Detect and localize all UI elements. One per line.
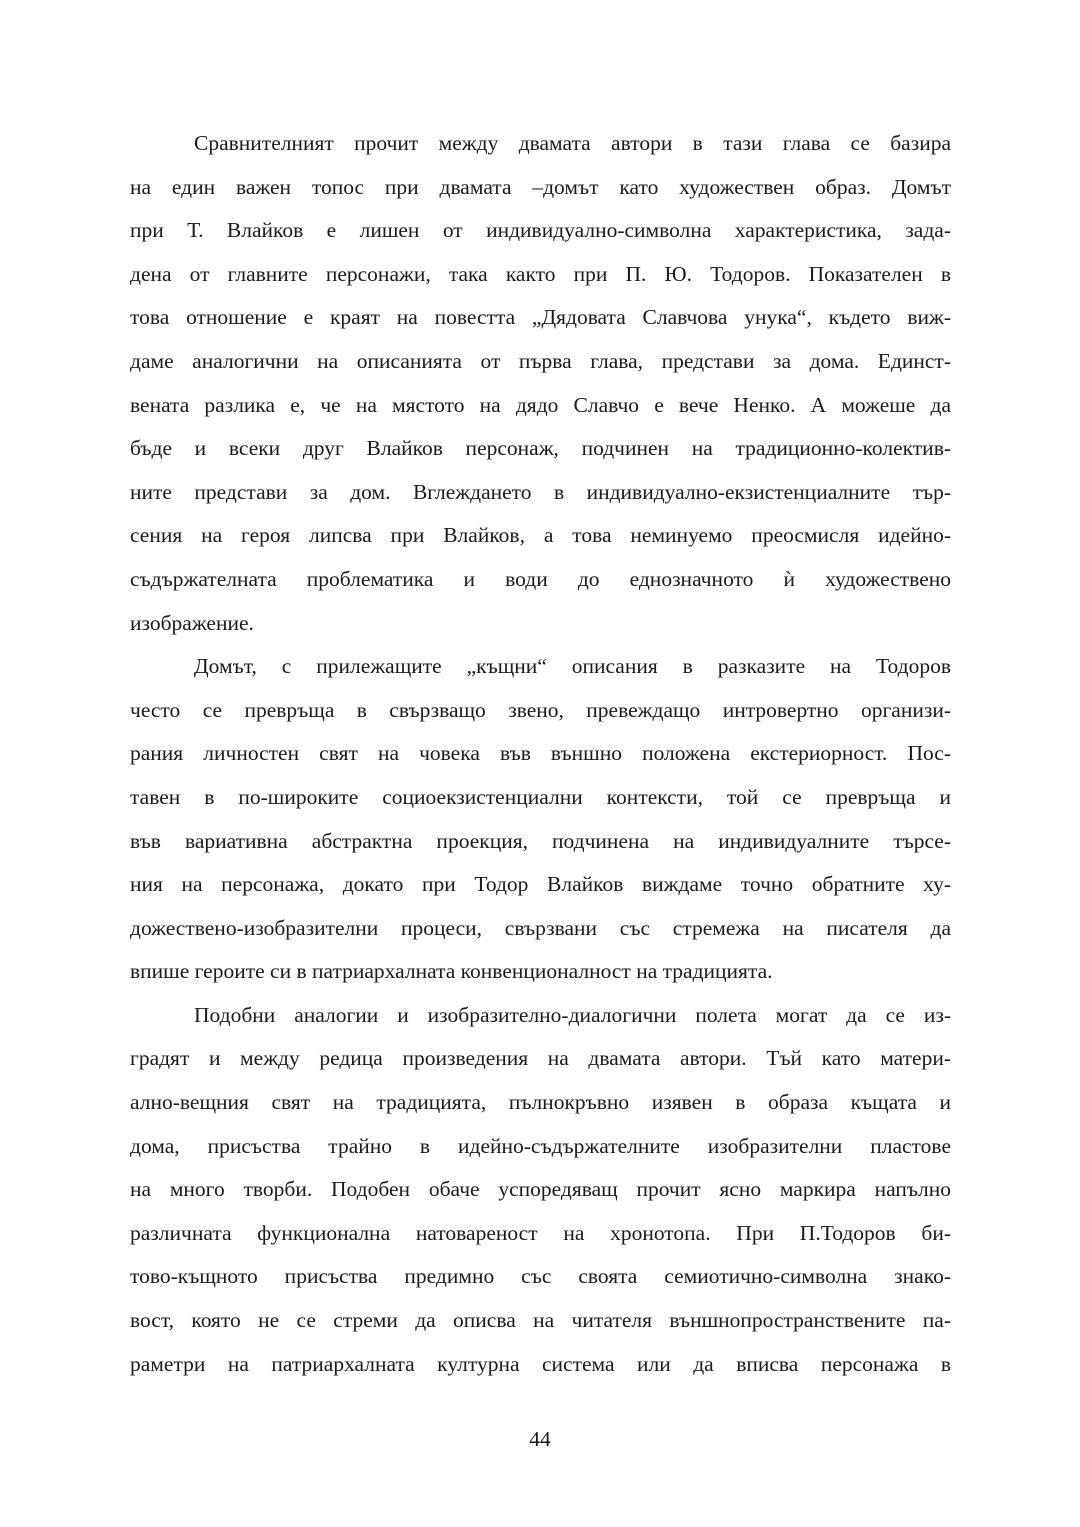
paragraph-1-line-12: изображение.: [130, 610, 254, 635]
paragraph-3-line-2: градят и между редица произведения на двамата автори. Тъй като матери-: [130, 1046, 951, 1071]
paragraph-2-line-8: впише героите си в патриархалната конвенционалност на традицията.: [130, 959, 773, 984]
paragraph-3-line-3: ално-вещния свят на традицията, пълнокръвно изявен в образа къщата и: [130, 1090, 951, 1115]
paragraph-2-line-1: Домът, с прилежащите „къщни“ описания в разказите на Тодоров: [194, 654, 951, 679]
paragraph-1-line-2: на един важен топос при двамата –домът като художествен образ. Домът: [130, 174, 951, 199]
paragraph-1-line-7: вената разлика е, че на мястото на дядо Славчо е вече Ненко. А можеше да: [130, 392, 951, 417]
paragraph-1-line-3: при Т. Влайков е лишен от индивидуално-символна характеристика, зада-: [130, 218, 951, 243]
paragraph-1-line-9: ните представи за дом. Вглеждането в индивидуално-екзистенциалните тър-: [130, 479, 951, 504]
paragraph-1-line-6: даме аналогични на описанията от първа глава, представи за дома. Единст-: [130, 348, 951, 373]
paragraph-2-line-2: често се превръща в свързващо звено, превеждащо интровертно организи-: [130, 697, 951, 722]
paragraph-3-line-6: различната функционална натовареност на хронотопа. При П.Тодоров би-: [130, 1220, 951, 1245]
paragraph-2-line-7: дожествено-изобразителни процеси, свързвани със стремежа на писателя да: [130, 915, 951, 940]
paragraph-1-line-11: съдържателната проблематика и води до еднозначното ѝ художествено: [130, 566, 951, 591]
paragraph-3-line-7: тово-къщното присъства предимно със своята семиотично-символна знако-: [130, 1264, 951, 1289]
paragraph-1-line-5: това отношение е краят на повестта „Дядовата Славчова унука“, където виж-: [130, 305, 951, 330]
paragraph-2-line-5: във вариативна абстрактна проекция, подчинена на индивидуалните търсе-: [130, 828, 951, 853]
paragraph-3-line-4: дома, присъства трайно в идейно-съдържателните изобразителни пластове: [130, 1133, 951, 1158]
paragraph-3-line-8: вост, която не се стреми да описва на читателя външнопространствените па-: [130, 1308, 951, 1333]
body-text: [130, 122, 951, 1386]
paragraph-2-line-4: тавен в по-широките социоекзистенциални контексти, той се превръща и: [130, 784, 951, 809]
paragraph-1-line-8: бъде и всеки друг Влайков персонаж, подчинен на традиционно-колектив-: [130, 436, 951, 461]
paragraph-3-line-9: раметри на патриархалната културна система или да вписва персонажа в: [130, 1351, 951, 1376]
paragraph-3-line-5: на много творби. Подобен обаче успоредяващ прочит ясно маркира напълно: [130, 1177, 951, 1202]
paragraph-1-line-4: дена от главните персонажи, така както при П. Ю. Тодоров. Показателен в: [130, 261, 951, 286]
paragraph-1-line-1: Сравнителният прочит между двамата автори в тази глава се базира: [194, 131, 951, 155]
paragraph-3-line-1: Подобни аналогии и изобразително-диалогични полета могат да се из-: [194, 1002, 951, 1027]
paragraph-2-line-6: ния на персонажа, докато при Тодор Влайков виждаме точно обратните ху-: [130, 872, 951, 897]
paragraph-2-line-3: рания личностен свят на човека във външно положена екстериорност. Пос-: [130, 741, 951, 766]
paragraph-1-line-10: сения на героя липсва при Влайков, а това неминуемо преосмисля идейно-: [130, 523, 951, 548]
page-number: 44: [529, 1427, 551, 1451]
